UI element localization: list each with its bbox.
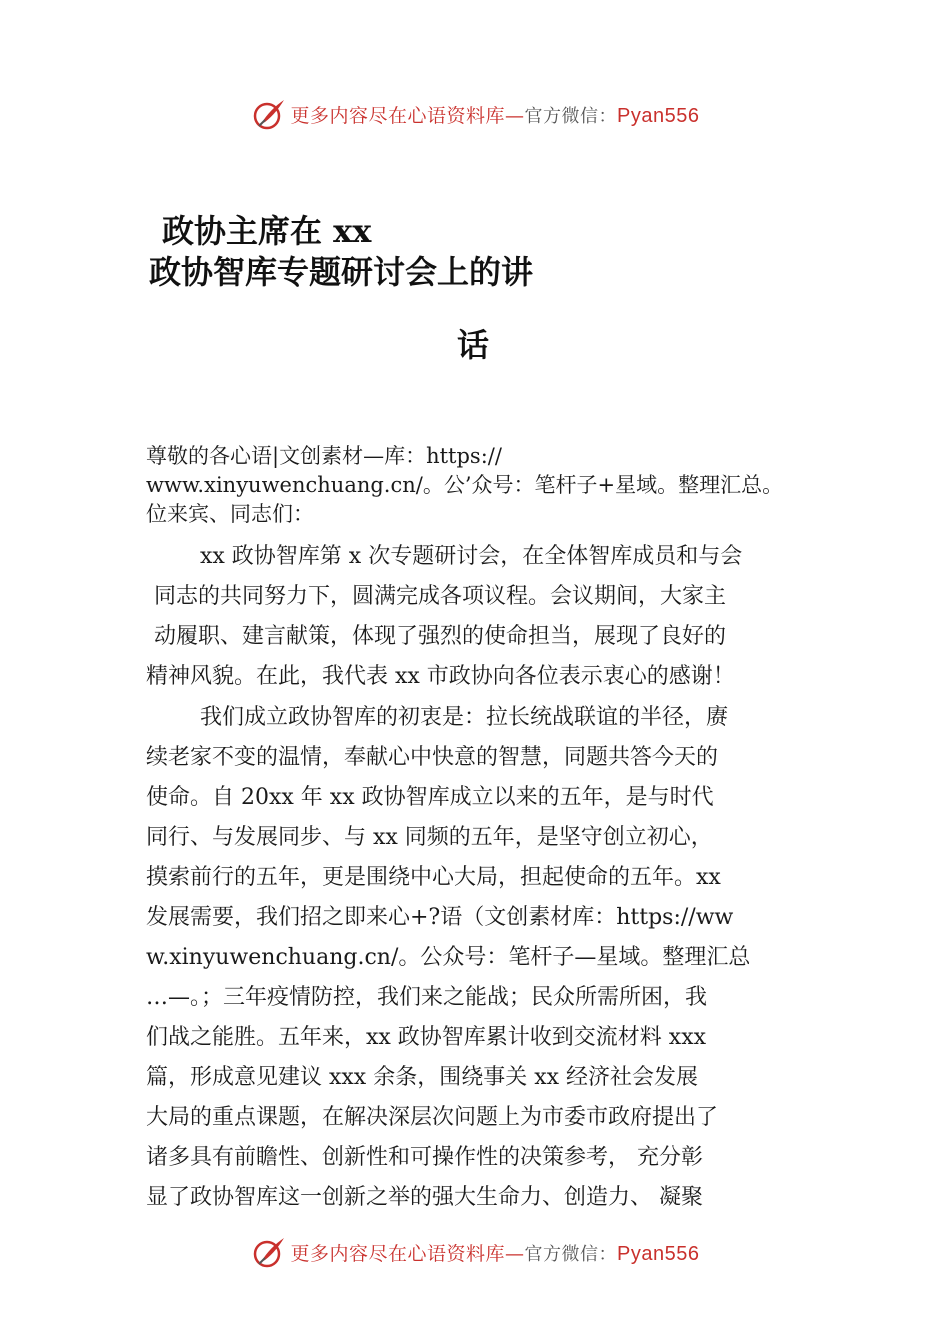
document-title-line-3: 话 [457, 326, 490, 364]
paragraph-line: 续老家不变的温情，奉献心中快意的智慧，同题共答今天的 [146, 745, 719, 770]
paragraph-line: 同志的共同努力下，圆满完成各项议程。会议期间，大家主 [154, 584, 727, 609]
greeting-line: www.xinyuwenchuang.cn/。公’众号：笔杆子+星域。整理汇总。 [146, 473, 784, 497]
paragraph-line: 们战之能胜。五年来，xx 政协智库累计收到交流材料 xxx [146, 1025, 707, 1050]
footer-banner-dash: — [505, 1242, 525, 1265]
greeting-block [146, 442, 866, 529]
paragraph-line: xx 政协智库第 x 次专题研讨会，在全体智库成员和与会 [200, 544, 743, 569]
footer-banner-text [291, 1239, 700, 1266]
greeting-line: 尊敬的各心语|文创素材—库：https:// [146, 444, 502, 468]
paragraph-line: 篇，形成意见建议 xxx 余条，围绕事关 xx 经济社会发展 [146, 1065, 699, 1090]
document-title-line-2: 政协智库专题研讨会上的讲 [149, 253, 534, 291]
paragraph-line: 摸索前行的五年，更是围绕中心大局，担起使命的五年。xx [146, 865, 721, 890]
header-banner-wechat-id: Pyan556 [617, 104, 700, 127]
footer-banner-gray-text: 官方微信： [524, 1243, 618, 1265]
header-banner-red-text: 更多内容尽在心语资料库 [290, 104, 506, 127]
paragraph-2 [146, 698, 816, 1218]
paragraph-line: 同行、与发展同步、与 xx 同频的五年，是坚守创立初心， [146, 825, 713, 850]
greeting-line: 位来宾、同志们： [146, 502, 314, 526]
paragraph-line: …—。；三年疫情防控，我们来之能战；民众所需所困，我 [146, 985, 708, 1010]
paragraph-line: 发展需要，我们招之即来心+?语（文创素材库：https://ww [146, 905, 734, 930]
paragraph-line: 使命。自 20xx 年 xx 政协智库成立以来的五年，是与时代 [146, 785, 714, 810]
paragraph-1 [146, 537, 816, 697]
header-banner [0, 94, 950, 134]
header-banner-inner [251, 96, 700, 132]
footer-banner-wechat-id: Pyan556 [617, 1242, 700, 1265]
header-banner-text [291, 101, 700, 128]
quill-logo-icon [251, 96, 287, 132]
footer-banner-red-text: 更多内容尽在心语资料库 [290, 1242, 506, 1265]
quill-logo-icon [251, 1234, 287, 1270]
header-banner-gray-text: 官方微信： [524, 105, 618, 127]
paragraph-line: 诸多具有前瞻性、创新性和可操作性的决策参考， 充分彰 [146, 1145, 703, 1170]
paragraph-line: 大局的重点课题，在解决深层次问题上为市委市政府提出了 [146, 1105, 719, 1130]
paragraph-line: 显了政协智库这一创新之举的强大生命力、创造力、 凝聚 [146, 1185, 703, 1210]
paragraph-line: 我们成立政协智库的初衷是：拉长统战联谊的半径，赓 [200, 705, 729, 730]
paragraph-line: 精神风貌。在此，我代表 xx 市政协向各位表示衷心的感谢！ [146, 664, 735, 689]
paragraph-line: w.xinyuwenchuang.cn/。公众号：笔杆子—星域。整理汇总 [146, 945, 751, 970]
footer-banner-inner [251, 1234, 700, 1270]
header-banner-dash: — [505, 104, 525, 127]
footer-banner [0, 1232, 950, 1272]
document-title-line-1: 政协主席在 xx [162, 212, 372, 250]
paragraph-line: 动履职、建言献策，体现了强烈的使命担当，展现了良好的 [154, 624, 727, 649]
